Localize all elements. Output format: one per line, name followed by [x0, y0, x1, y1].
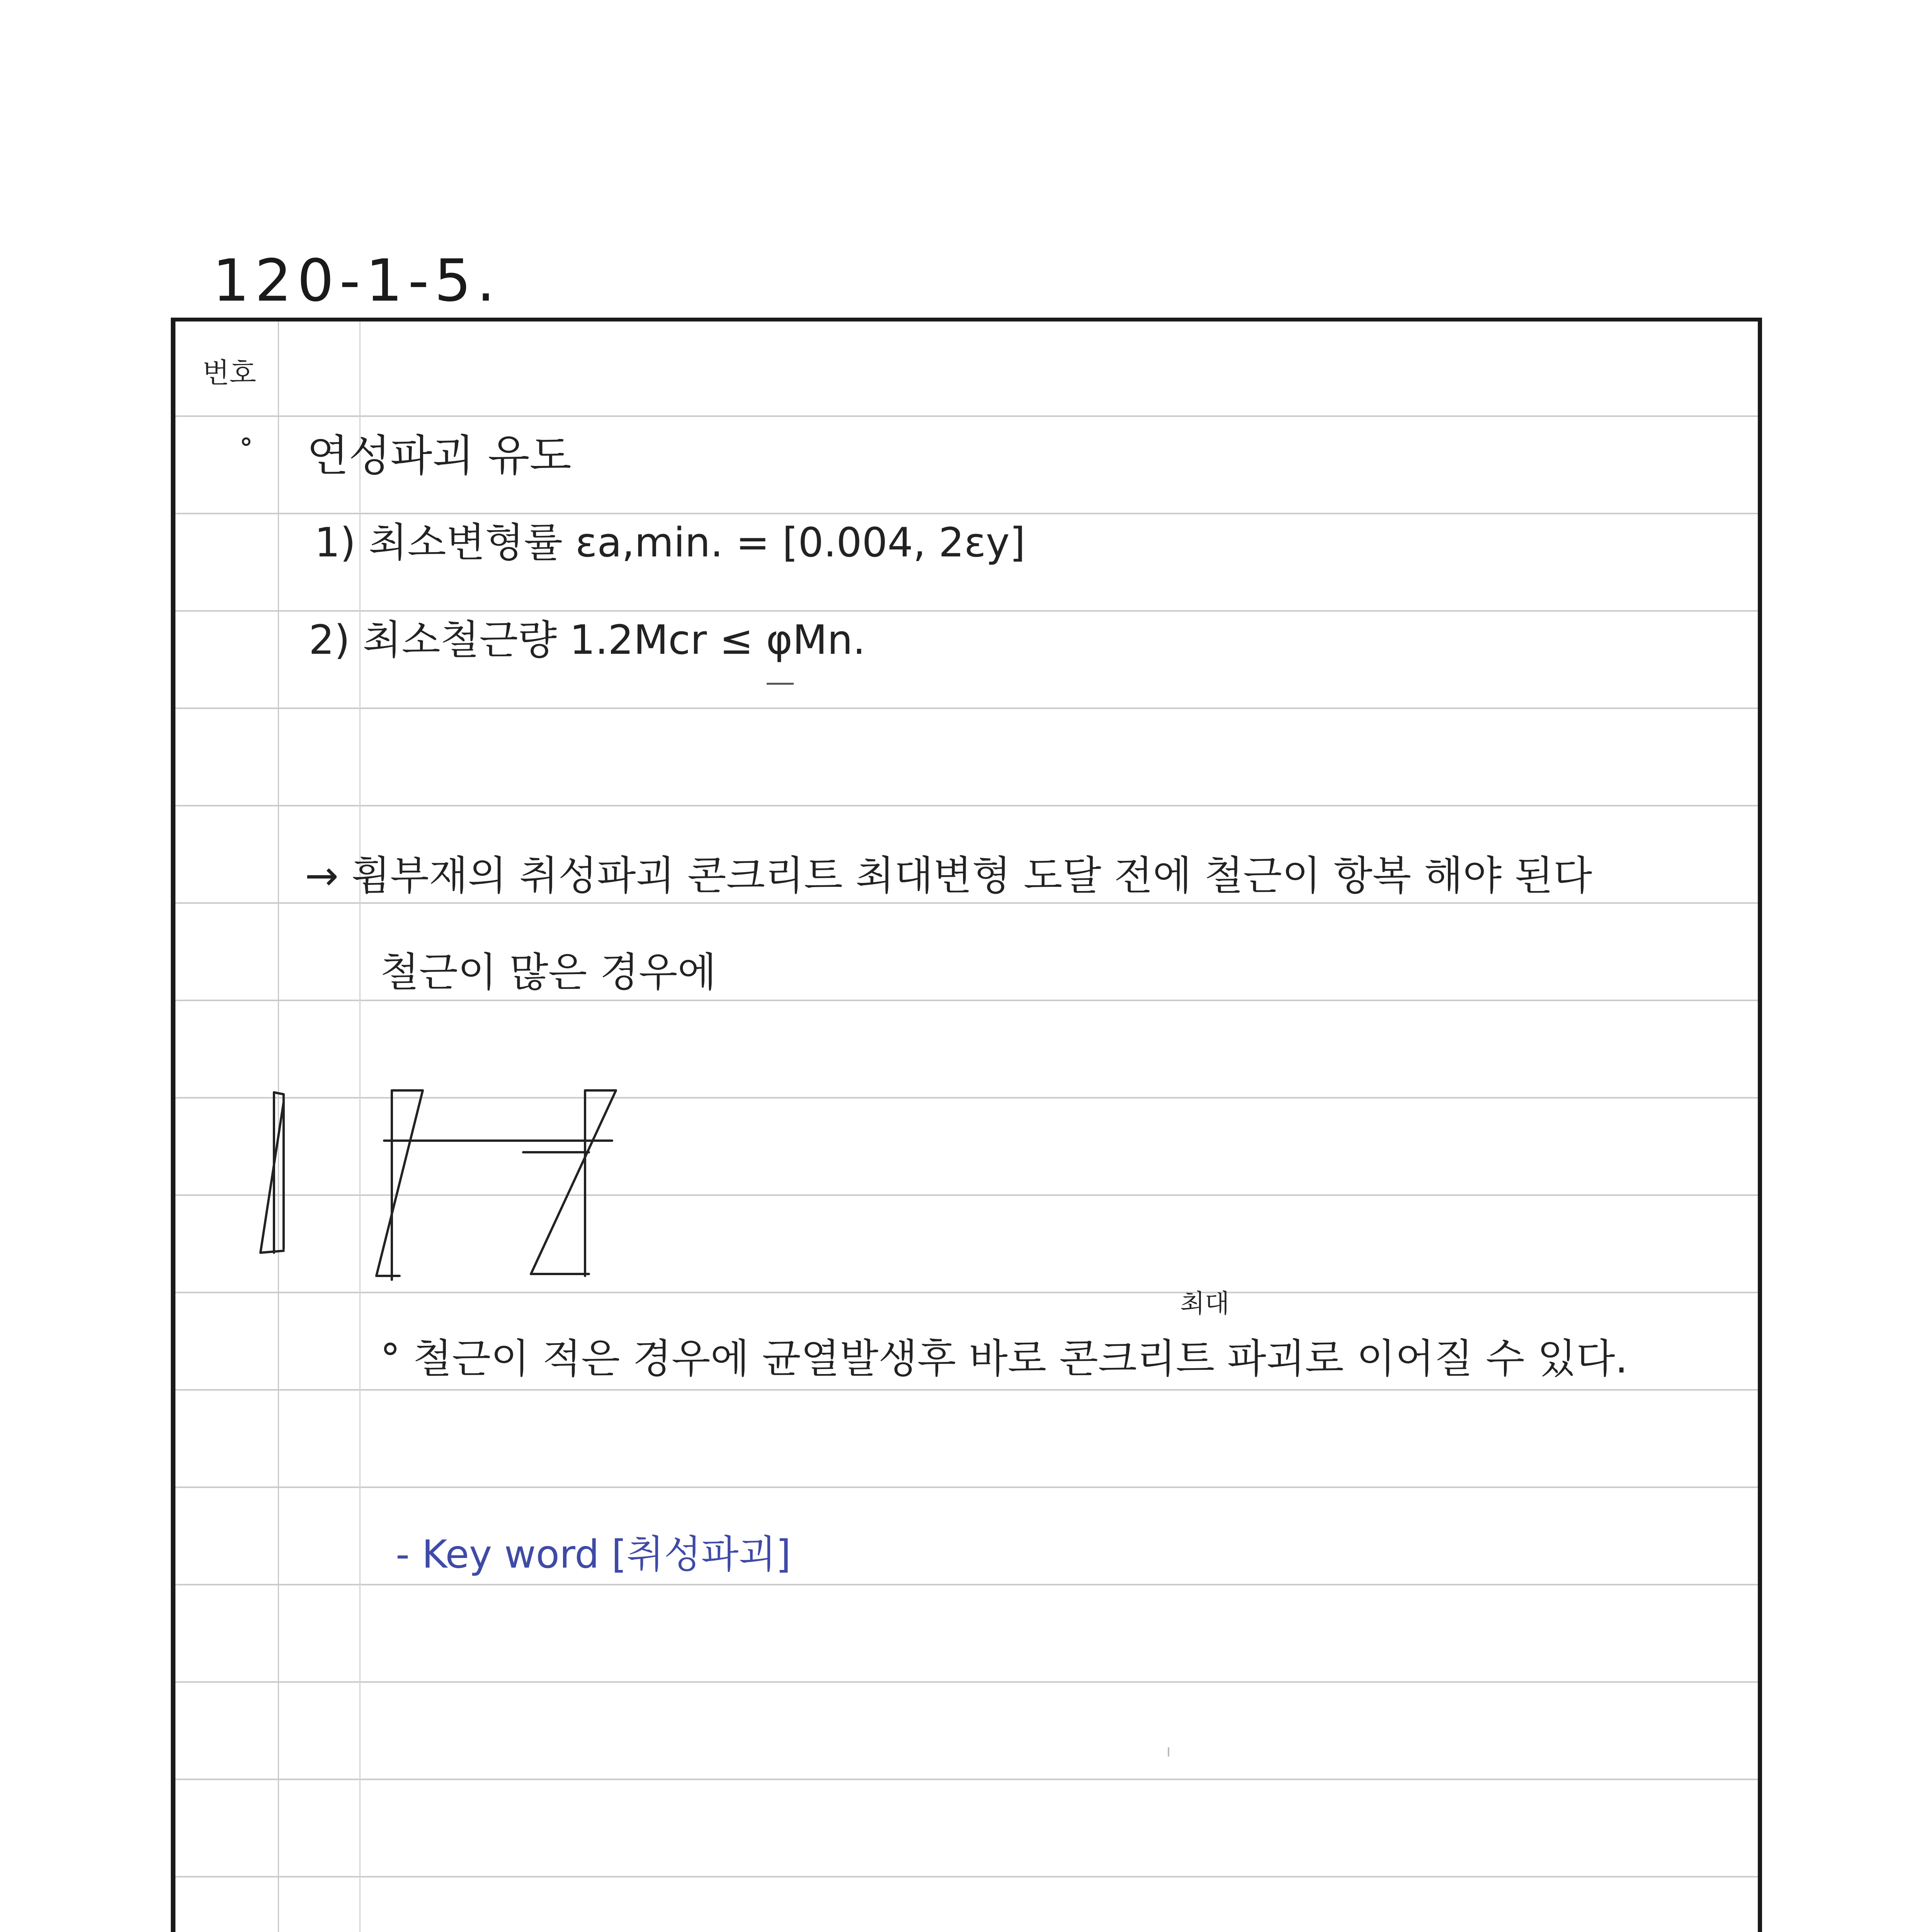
keyword-line: - Key word [취성파괴] [396, 1532, 791, 1577]
stray-mark [1168, 1747, 1169, 1757]
item-min-reinforcement: 2) 최소철근량 1.2Mcr ≤ φMn. [309, 616, 866, 663]
arrow-statement: → 휨부재의 취성파괴 콘크리트 최대변형 도달 전에 철근이 항복 해야 된다 [305, 852, 1592, 899]
item-min-strain: 1) 최소변형률 εa,min. = [0.004, 2εy] [315, 519, 1026, 566]
sketch-line [260, 1102, 284, 1253]
bullet-note: ° 철근이 적은 경우에 균열발생후 바로 콘크리트 파괴로 이어질 수 있다. [380, 1335, 1628, 1382]
small-annotation: 최대 [1180, 1289, 1230, 1318]
strain-diagram-sketch [253, 1087, 832, 1287]
note-sheet [171, 318, 1762, 1932]
number-label: 번호 [202, 357, 257, 389]
page-number: 120-1-5. [213, 247, 501, 315]
arrow-statement-continued: 철근이 많은 경우에 [380, 949, 716, 996]
underline-mark [767, 683, 794, 685]
sketch-line [260, 1251, 284, 1253]
sketch-line [531, 1090, 616, 1274]
heading-bullet [242, 437, 250, 446]
sketch-line [376, 1090, 423, 1276]
heading: 연성파괴 유도 [307, 431, 572, 481]
sketch-line [274, 1092, 284, 1094]
